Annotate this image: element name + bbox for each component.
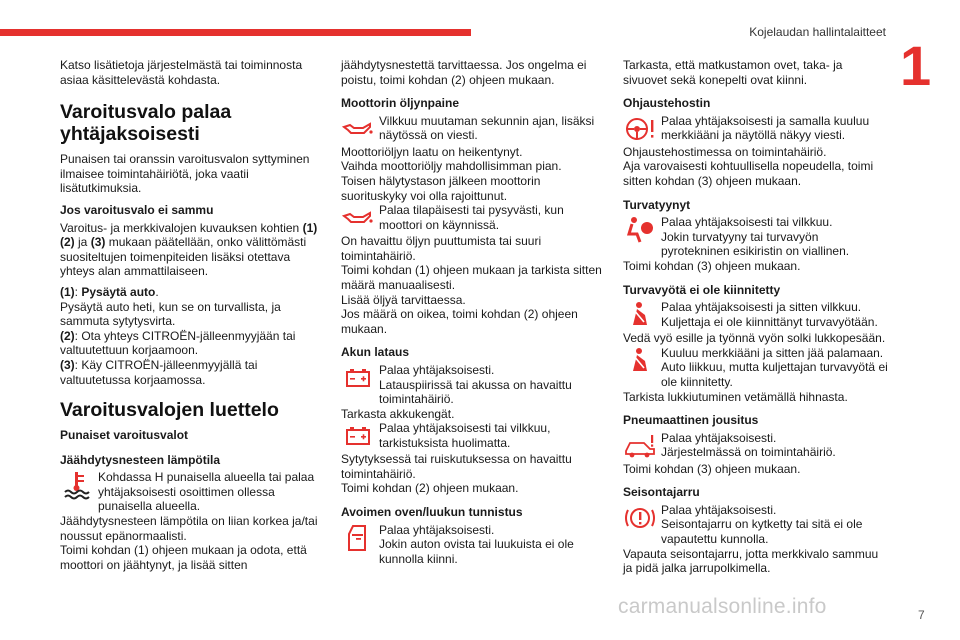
suspension-icon [623, 431, 657, 461]
suspension-text: Palaa yhtäjaksoisesti. Järjestelmässä on toimintahäiriö. [661, 430, 836, 460]
subheading: Jos varoitusvalo ei sammu [60, 202, 214, 217]
oil-icon [341, 114, 375, 144]
battery-icon [341, 363, 375, 393]
watermark: carmanualsonline.info [618, 595, 827, 618]
oil-text-2b: On havaittu öljyn puuttumista tai suuri toimintahäiriö. Toimi kohdan (1) ohjeen mukaan ja tarkista sitten määrä manuaalisesti. Lisää öljyä tarvittaessa. Jos määrä on oikea, toimi kohdan (2) ohjeen mukaan. [341, 234, 602, 336]
coolant-icon [60, 470, 94, 500]
steering-text-2: Ohjaustehostimessa on toimintahäiriö. Aja varovaisesti kohtuullisella nopeudella, toimi sitten kohdan (3) ohjeen mukaan. [623, 144, 874, 188]
ref-1-text: Pysäytä auto heti, kun se on turvallista, ja sammuta sytytysvirta. [60, 299, 281, 329]
oil-title: Moottorin öljynpaine [341, 96, 459, 111]
paragraph: Varoitus- ja merkkivalojen kuvauksen kohtien (1)(2) ja (3) mukaan päätellään, onko välittömästi suositeltujen toimenpiteiden lisäksi otettava yhteys alan ammattilaiseen. [60, 220, 318, 279]
oil-icon [341, 203, 375, 233]
steering-title: Ohjaustehostin [623, 96, 711, 111]
battery-text-1b: Tarkasta akkukengät. [341, 406, 455, 421]
heading-list: Varoitusvalojen luettelo [60, 399, 279, 422]
page-number: 7 [918, 608, 925, 622]
seatbelt-title: Turvavyötä ei ole kiinnitetty [623, 282, 781, 297]
oil-text-1b: Moottoriöljyn laatu on heikentynyt. Vaihda moottoriöljy mahdollisimman pian. Toisen hälytystason jälkeen moottorin suorituskyky voi olla rajoittunut. [341, 144, 562, 203]
airbag-text: Palaa yhtäjaksoisesti tai vilkkuu. Jokin turvatyyny tai turvavyön pyrotekninen esikiristin on viallinen. [661, 215, 850, 259]
seatbelt-text-2b: Tarkista lukkiutuminen vetämällä hihnasta. [623, 389, 848, 404]
oil-text-1: Vilkkuu muutaman sekunnin ajan, lisäksi näytössä on viesti. [379, 113, 595, 143]
seatbelt-text-2: Kuuluu merkkiääni ja sitten jää palamaan. Auto liikkuu, mutta kuljettajan turvavyötä ei ole kiinnitetty. [661, 345, 888, 389]
parking-brake-text: Palaa yhtäjaksoisesti. Seisontajarru on kytketty tai sitä ei ole vapautettu kunnolla. [661, 502, 863, 547]
heading-continuous: Varoitusvalo palaa yhtäjaksoisesti [60, 101, 232, 146]
airbag-text-2: Toimi kohdan (3) ohjeen mukaan. [623, 258, 801, 273]
subheading: Punaiset varoitusvalot [60, 428, 189, 443]
airbag-title: Turvatyynyt [623, 197, 691, 212]
seatbelt-icon [623, 346, 657, 376]
parking-brake-title: Seisontajarru [623, 485, 700, 500]
seatbelt-text-1b: Vedä vyö esille ja työnnä vyön solki lukkopesään. [623, 331, 886, 346]
oil-text-2: Palaa tilapäisesti tai pysyvästi, kun moottori on käynnissä. [379, 203, 564, 232]
door-icon [341, 523, 375, 553]
coolant-text-3: Toimi kohdan (1) ohjeen mukaan ja odota, että moottori on jäähtynyt, ja lisää sitten [60, 543, 307, 572]
running-header: Kojelaudan hallintalaitteet [749, 25, 886, 39]
ref-2: (2): Ota yhteys CITROËN-jälleenmyyjään tai valtuutettuun korjaamoon. [60, 328, 296, 358]
seatbelt-text-1: Palaa yhtäjaksoisesti ja sitten vilkkuu. Kuljettaja ei ole kiinnittänyt turvavyötään. [661, 300, 878, 329]
suspension-title: Pneumaattinen jousitus [623, 413, 759, 428]
battery-icon [341, 421, 375, 451]
battery-text-2: Palaa yhtäjaksoisesti tai vilkkuu, tarkistuksista huolimatta. [379, 421, 551, 450]
column-2 [341, 58, 609, 566]
steering-text: Palaa yhtäjaksoisesti ja samalla kuuluu merkkiääni ja näytöllä näkyy viesti. [661, 113, 870, 143]
airbag-icon [623, 215, 657, 245]
coolant-cont: jäähdytysnestettä tarvittaessa. Jos ongelma ei poistu, toimi kohdan (2) ohjeen mukaan. [341, 58, 587, 87]
column-3 [623, 58, 888, 576]
coolant-text-2: Jäähdytysnesteen lämpötila on liian korkea ja/tai noussut epänormaalisti. [60, 514, 318, 543]
suspension-text-2: Toimi kohdan (3) ohjeen mukaan. [623, 461, 801, 476]
battery-text-1: Palaa yhtäjaksoisesti. Latauspiirissä tai akussa on havaittu toimintahäiriö. [379, 362, 572, 407]
ref-3: (3): Käy CITROËN-jälleenmyyjällä tai valtuutetussa korjaamossa. [60, 357, 258, 387]
coolant-title: Jäähdytysnesteen lämpötila [60, 452, 221, 467]
column-1 [60, 58, 318, 572]
parking-brake-icon [623, 503, 657, 533]
seatbelt-icon [623, 300, 657, 330]
paragraph: Punaisen tai oranssin varoitusvalon syttyminen ilmaisee toimintahäiriötä, joka vaatii lisätutkimuksia. [60, 152, 310, 196]
ref-1: (1): Pysäytä auto. [60, 284, 159, 299]
header-accent-bar [0, 29, 471, 36]
intro-text: Katso lisätietoja järjestelmästä tai toiminnosta asiaa käsittelevästä kohdasta. [60, 58, 303, 87]
battery-text-2b: Sytytyksessä tai ruiskutuksessa on havaittu toimintahäiriö. Toimi kohdan (2) ohjeen mukaan. [341, 452, 572, 496]
coolant-text: Kohdassa H punaisella alueella tai palaa yhtäjaksoisesti osoittimen ollessa punaisella alueella. [98, 470, 315, 514]
door-text: Palaa yhtäjaksoisesti. Jokin auton ovista tai luukuista ei ole kunnolla kiinni. [379, 522, 574, 566]
door-title: Avoimen oven/luukun tunnistus [341, 505, 523, 520]
chapter-number: 1 [900, 34, 932, 97]
door-cont: Tarkasta, että matkustamon ovet, taka- ja sivuovet sekä konepelti ovat kiinni. [623, 58, 843, 87]
steering-icon [623, 114, 657, 144]
parking-brake-text-2: Vapauta seisontajarru, jotta merkkivalo sammuu ja pidä jalka jarrupolkimella. [623, 546, 879, 576]
battery-title: Akun lataus [341, 345, 410, 360]
